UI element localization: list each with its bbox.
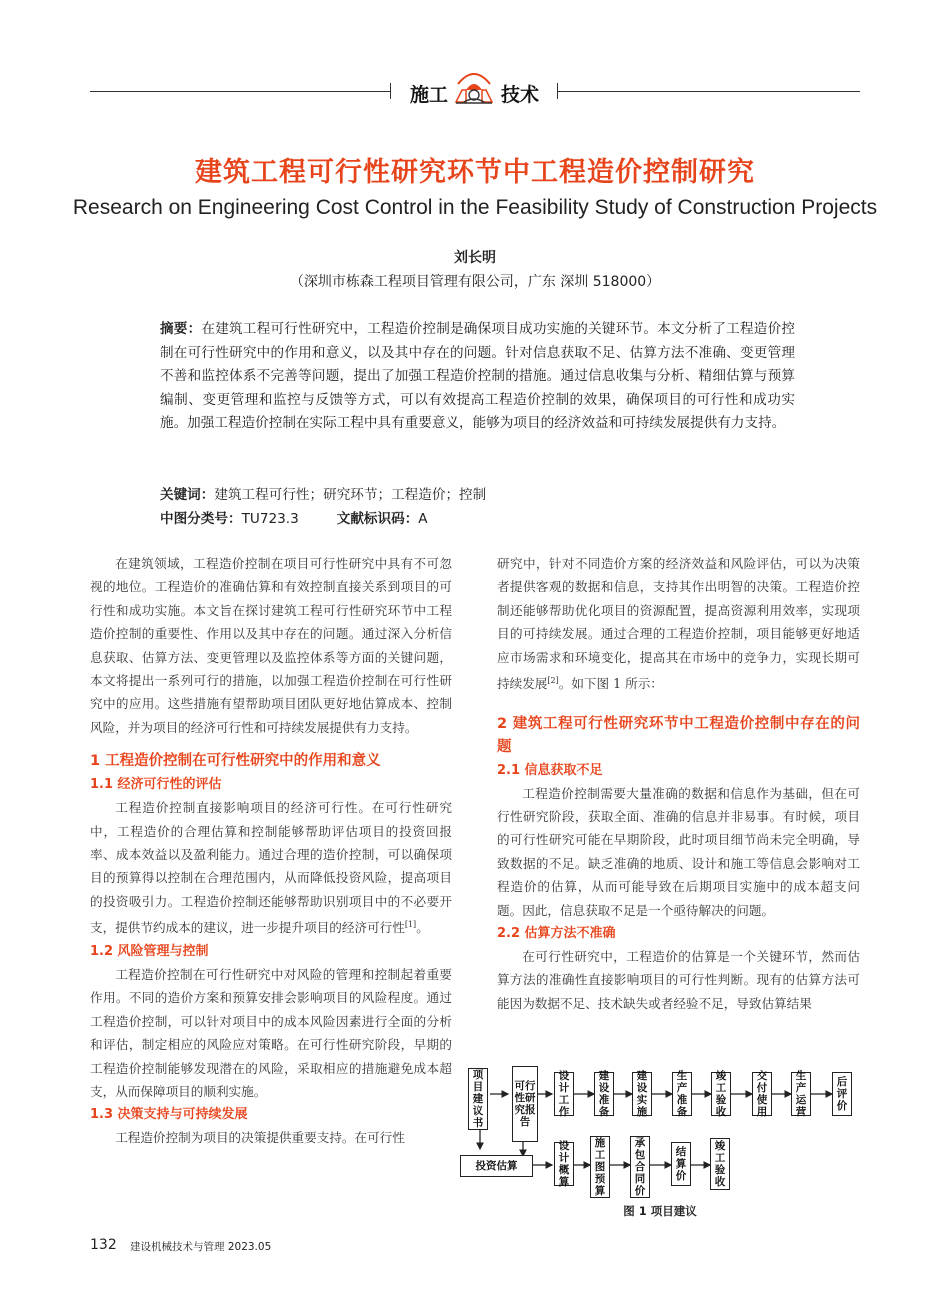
flow-box-14: 承包合同价 (630, 1136, 650, 1198)
section-tag-right: 技术 (501, 84, 540, 106)
section-1-3-heading: 1.3 决策支持与可持续发展 (90, 1107, 248, 1123)
flow-box-10: 后评价 (832, 1072, 852, 1116)
flow-box-12: 设计概算 (554, 1142, 574, 1186)
keywords-text: 建筑工程可行性；研究环节；工程造价；控制 (214, 487, 487, 503)
section-2-1-text: 工程造价控制需要大量准确的数据和信息作为基础，但在可行性研究阶段，获取全面、准确的信息并非易事。有时候，项目的可行性研究可能在早期阶段，此时项目细节尚未完全明确，导致数据的不足。缺乏准确的地质、设计和施工等信息会影响对工程造价的估算，从而可能导致在后期项目实施中的成本超支问题。因此，信息获取不足是一个亟待解决的问题。 (497, 785, 860, 918)
section-2-heading: 2 建筑工程可行性研究环节中工程造价控制中存在的问题 (497, 715, 860, 755)
doc-code-text: A (418, 511, 428, 527)
clc-label: 中图分类号： (160, 511, 242, 527)
paper-title-cn: 建筑工程可行性研究环节中工程造价控制研究 (195, 157, 755, 188)
flow-box-6: 生产准备 (672, 1072, 692, 1116)
section-1-1-end: 。 (416, 920, 429, 936)
intro-paragraph: 在建筑领域，工程造价控制在项目可行性研究中具有不可忽视的地位。工程造价的准确估算和有效控制直接关系到项目的可行性和成功实施。本文旨在探讨建筑工程可行性研究环节中工程造价控制的重要性、作用以及其中存在的问题。通过深入分析信息获取、估算方法、变更管理以及监控体系等方面的关键问题，本文将提出一系列可行的措施，以加强工程造价控制在可行性研究中的应用。这些措施有望帮助项目团队更好地估算成本、控制风险，并为项目的经济可行性和可持续发展提供有力支持。 (90, 556, 452, 735)
flow-box-1: 项目建议书 (468, 1068, 488, 1130)
right-continuation (497, 552, 860, 696)
section-1-2-heading: 1.2 风险管理与控制 (90, 943, 209, 959)
keywords (160, 483, 486, 503)
flow-box-13: 施工图预算 (590, 1136, 610, 1198)
construction-helmet-icon (452, 66, 496, 106)
citation-2: [2] (547, 676, 559, 686)
flow-box-7: 竣工验收 (711, 1072, 731, 1116)
right-cont-end: 。如下图 1 所示： (558, 676, 663, 692)
flow-box-2: 可行性研究报告 (512, 1066, 538, 1142)
author: 刘长明 (454, 250, 496, 266)
clc-text: TU723.3 (241, 511, 299, 527)
abstract (160, 318, 795, 436)
paper-title-en: Research on Engineering Cost Control in the Feasibility Study of Construction Projects (72, 196, 878, 219)
section-tag-left: 施工 (410, 84, 449, 106)
keywords-label: 关键词： (160, 487, 215, 503)
section-2-1-heading: 2.1 信息获取不足 (497, 762, 603, 778)
section-1-1-body: 工程造价控制直接影响项目的经济可行性。在可行性研究中，工程造价的合理估算和控制能够帮助评估项目的投资回报率、成本效益以及盈利能力。通过合理的造价控制，可以确保项目的预算得以控制在合理范围内，从而降低投资风险，提高项目的投资吸引力。工程造价控制还能够帮助识别项目中的不必要开支，提供节约成本的建议，进一步提升项目的经济可行性 (90, 800, 452, 936)
flow-box-9: 生产运营 (791, 1072, 811, 1116)
left-column (90, 552, 452, 1150)
journal-info: 建设机械技术与管理 2023.05 (130, 1241, 272, 1253)
header-rule-right (557, 91, 860, 92)
right-cont-body: 研究中，针对不同造价方案的经济效益和风险评估，可以为决策者提供客观的数据和信息，支持其作出明智的决策。工程造价控制还能够帮助优化项目的资源配置，提高资源利用效率，实现项目的可持续发展。通过合理的工程造价控制，项目能够更好地适应市场需求和环境变化，提高其在市场中的竞争力，实现长期可持续发展 (497, 556, 860, 692)
flow-box-5: 建设实施 (632, 1072, 652, 1116)
affiliation: （深圳市栋森工程项目管理有限公司，广东 深圳 518000） (289, 274, 661, 290)
figure-1-caption: 图 1 项目建议 (623, 1204, 697, 1218)
section-2-2-text: 在可行性研究中，工程造价的估算是一个关键环节，然而估算方法的准确性直接影响项目的可行性判断。现有的估算方法可能因为数据不足、技术缺失或者经验不足，导致估算结果 (497, 949, 860, 1011)
classification (160, 507, 428, 527)
section-1-1-text (90, 796, 452, 940)
flow-box-4: 建设准备 (594, 1072, 614, 1116)
header-tick-left (390, 83, 391, 99)
header-rule-left (90, 91, 390, 92)
right-column (497, 552, 860, 1015)
flow-box-16: 竣工验收 (710, 1138, 730, 1190)
citation-1: [1] (404, 920, 417, 930)
flow-box-3: 设计工作 (554, 1072, 574, 1116)
section-1-3-text: 工程造价控制为项目的决策提供重要支持。在可行性 (115, 1130, 405, 1146)
section-2-2-heading: 2.2 估算方法不准确 (497, 926, 616, 942)
figure-1 (460, 1062, 860, 1222)
flow-box-15: 结算价 (671, 1142, 691, 1186)
header-tick-right (557, 83, 558, 99)
flow-box-11: 投资估算 (460, 1155, 533, 1177)
flow-box-8: 交付使用 (752, 1072, 772, 1116)
section-1-2-text: 工程造价控制在可行性研究中对风险的管理和控制起着重要作用。不同的造价方案和预算安排会影响项目的风险程度。通过工程造价控制，可以针对项目中的成本风险因素进行全面的分析和评估，制定相应的风险应对策略。在可行性研究阶段，早期的工程造价控制能够发现潜在的风险，采取相应的措施避免成本超支，从而保障项目的顺利实施。 (90, 966, 452, 1099)
abstract-label: 摘要： (160, 321, 202, 337)
abstract-text: 在建筑工程可行性研究中，工程造价控制是确保项目成功实施的关键环节。本文分析了工程造价控制在可行性研究中的作用和意义，以及其中存在的问题。针对信息获取不足、估算方法不准确、变更管理不善和监控体系不完善等问题，提出了加强工程造价控制的措施。通过信息收集与分析、精细估算与预算编制、变更管理和监控与反馈等方式，可以有效提高工程造价控制的效果，确保项目的可行性和成功实施。加强工程造价控制在实际工程中具有重要意义，能够为项目的经济效益和可持续发展提供有力支持。 (160, 321, 796, 431)
section-1-heading: 1 工程造价控制在可行性研究中的作用和意义 (90, 753, 381, 770)
section-1-1-heading: 1.1 经济可行性的评估 (90, 777, 222, 793)
page-number: 132 (90, 1237, 117, 1253)
doc-code-label: 文献标识码： (336, 511, 419, 527)
